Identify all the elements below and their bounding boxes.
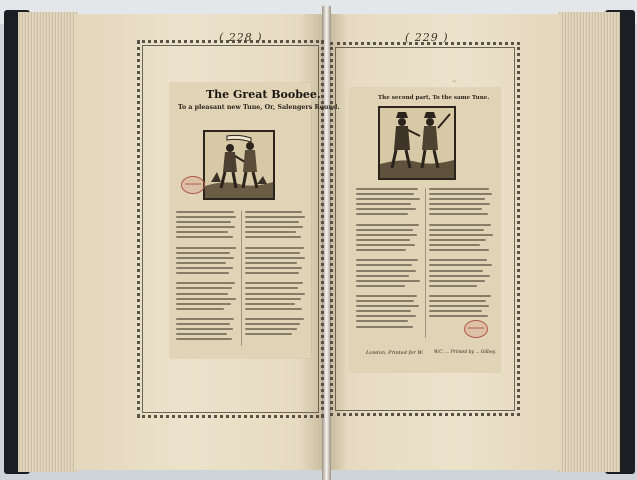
imprint-line-right: W.C. ... Printed by ... Gilbey. — [434, 350, 496, 355]
library-stamp — [181, 176, 205, 194]
page-edges-right — [558, 12, 620, 472]
page-edges-left — [18, 12, 78, 472]
ballad-column-4 — [429, 188, 495, 320]
pencil-annotation: ~ — [452, 78, 458, 85]
left-page-number: ( 228 ) — [219, 31, 263, 44]
ballad-title: The Great Boobee. — [206, 88, 321, 101]
column-divider — [241, 211, 242, 346]
part-heading: The second part, To the same Tune. — [378, 95, 490, 101]
library-stamp — [464, 320, 488, 338]
tune-line: To a pleasant new Tune, Or, Salengers Round. — [178, 104, 340, 111]
ballad-column-3 — [356, 188, 422, 331]
ballad-column-1 — [176, 211, 238, 343]
ballad-column-2 — [245, 211, 307, 338]
woodcut-two-soldiers — [378, 106, 456, 180]
imprint-line: London, Printed for W. — [366, 350, 424, 356]
woodcut-two-figures — [203, 130, 275, 200]
column-divider — [425, 188, 426, 338]
right-ballad-sheet — [350, 88, 500, 372]
left-ballad-sheet — [170, 83, 340, 358]
right-page-number: ( 229 ) — [405, 31, 449, 44]
